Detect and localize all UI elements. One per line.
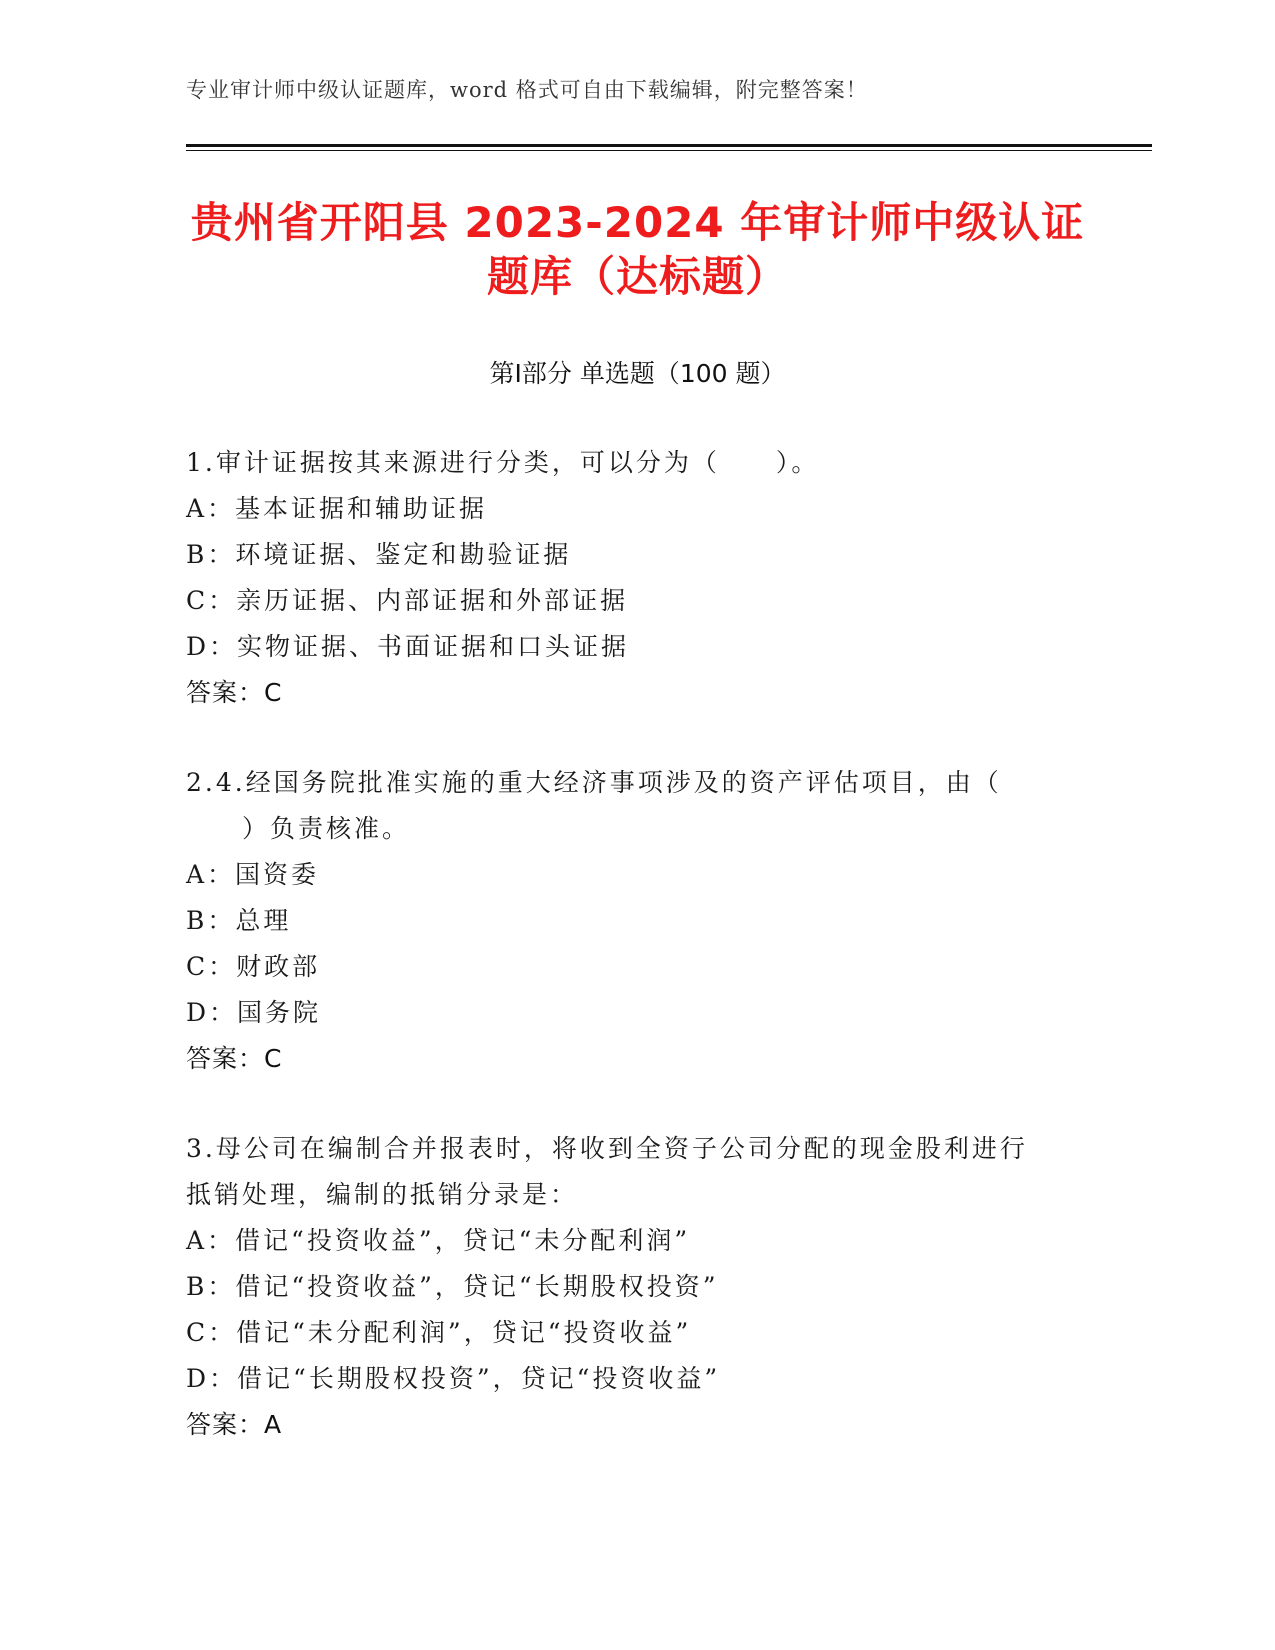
option-a: A：基本证据和辅助证据: [186, 494, 488, 523]
answer: 答案：C: [186, 1044, 283, 1073]
option-c: C：借记“未分配利润”，贷记“投资收益”: [186, 1318, 692, 1347]
title-line-2: 题库（达标题）: [486, 252, 788, 301]
question-stem-line-1: 2.4.经国务院批准实施的重大经济事项涉及的资产评估项目，由（: [186, 768, 1002, 797]
title-line-1: 贵州省开阳县 2023-2024 年审计师中级认证: [190, 198, 1085, 247]
option-d: D：借记“长期股权投资”，贷记“投资收益”: [186, 1364, 721, 1393]
option-b: B：借记“投资收益”，贷记“长期股权投资”: [186, 1272, 719, 1301]
option-a: A：国资委: [186, 860, 320, 889]
section-heading: 第Ⅰ部分 单选题（100 题）: [489, 359, 786, 388]
option-b: B：总理: [186, 906, 292, 935]
answer: 答案：A: [186, 1410, 283, 1439]
option-d: D：实物证据、书面证据和口头证据: [186, 632, 630, 661]
question-list: [186, 440, 1086, 1492]
option-c: C：亲历证据、内部证据和外部证据: [186, 586, 629, 615]
header-note: 专业审计师中级认证题库，word 格式可自由下载编辑，附完整答案！: [186, 78, 868, 102]
header-rule-thin: [186, 150, 1152, 151]
option-c: C：财政部: [186, 952, 321, 981]
option-d: D：国务院: [186, 998, 322, 1027]
question-3: [186, 1126, 1086, 1448]
answer: 答案：C: [186, 678, 283, 707]
question-2: [186, 760, 1086, 1082]
question-stem-line-1: 3.母公司在编制合并报表时，将收到全资子公司分配的现金股利进行: [186, 1134, 1028, 1163]
option-a: A：借记“投资收益”，贷记“未分配利润”: [186, 1226, 691, 1255]
question-1: [186, 440, 1086, 716]
document-title: [160, 196, 1115, 304]
question-stem-line-2: ）负责核准。: [186, 814, 411, 843]
question-stem-line-2: 抵销处理，编制的抵销分录是：: [186, 1180, 579, 1209]
question-stem-line-1: 1.审计证据按其来源进行分类，可以分为（ ）。: [186, 448, 820, 477]
header-rule-thick: [186, 144, 1152, 147]
option-b: B：环境证据、鉴定和勘验证据: [186, 540, 572, 569]
